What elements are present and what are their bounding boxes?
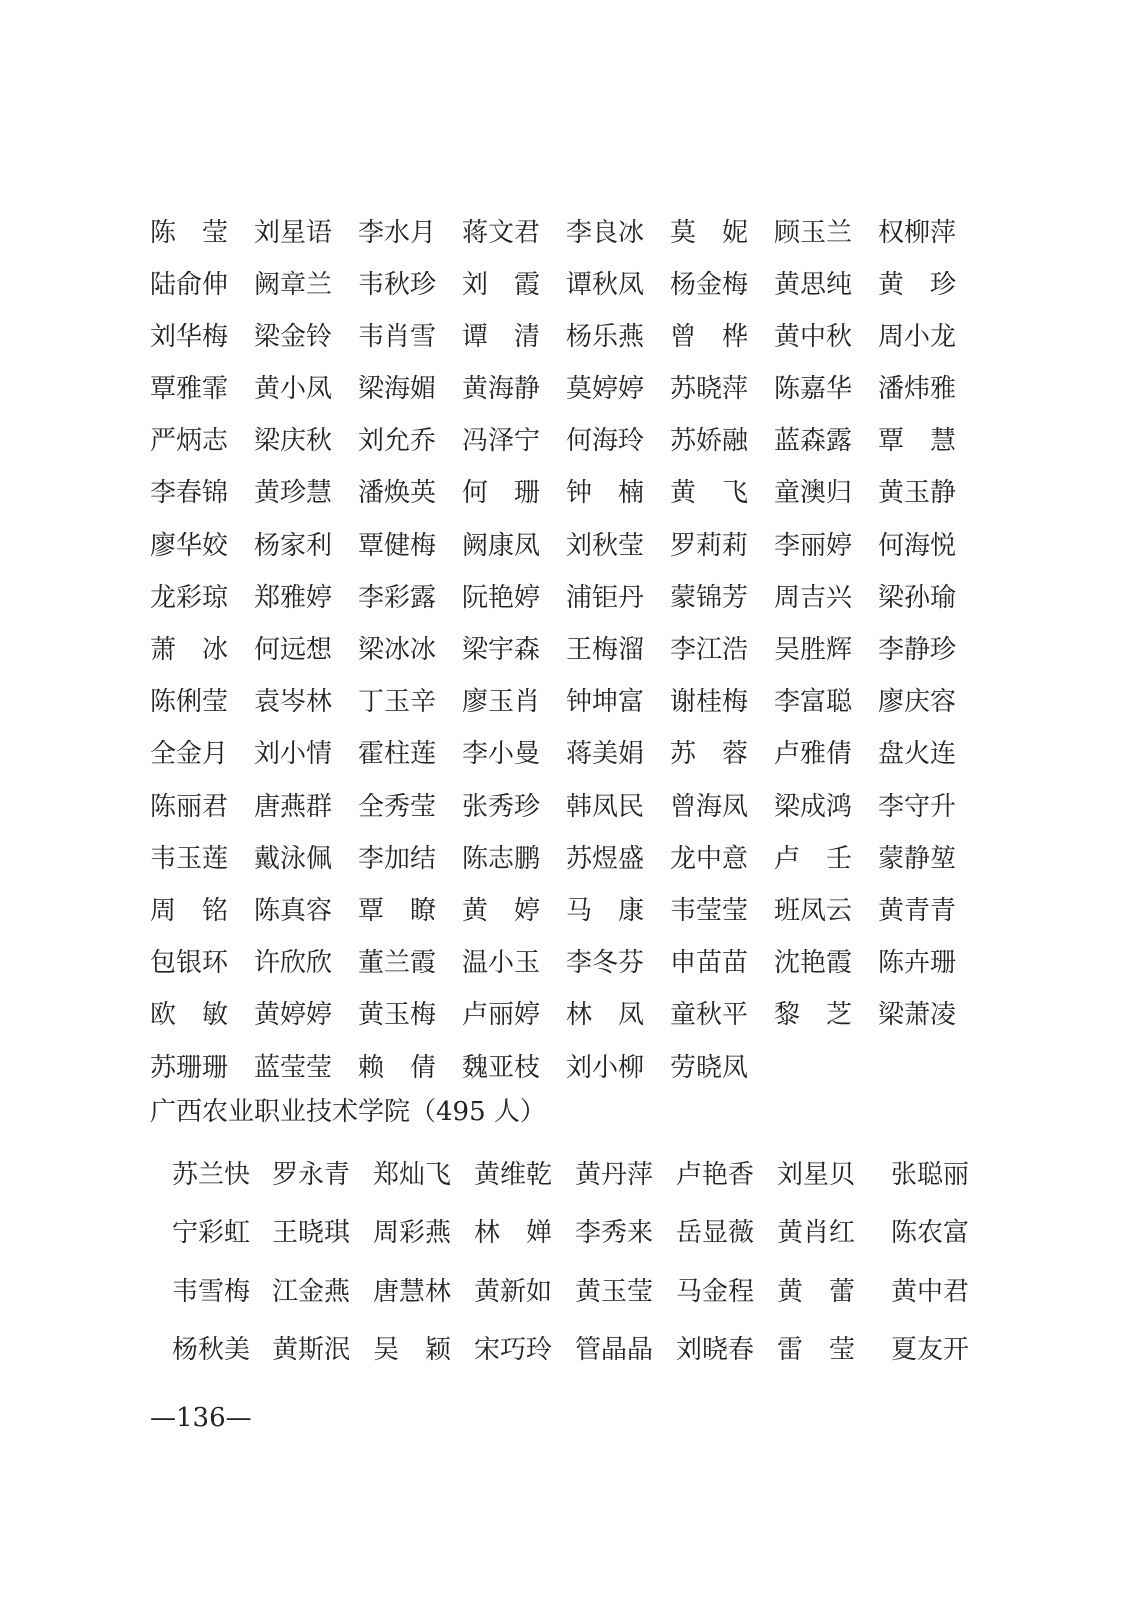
name-entry: 蒋美娟 (566, 739, 645, 770)
name-entry: 梁孙瑜 (878, 582, 957, 613)
name-entry: 黄斯泯 (272, 1335, 351, 1365)
name-entry: 岳显薇 (676, 1218, 755, 1248)
name-entry: 江金燕 (272, 1276, 351, 1307)
name-entry: 黄 飞 (670, 478, 748, 509)
name-entry: 许欣欣 (254, 948, 333, 979)
name-entry: 黄新如 (474, 1276, 553, 1307)
name-entry: 严炳志 (150, 426, 229, 457)
name-entry: 黄 婷 (462, 895, 540, 926)
name-entry: 李水月 (358, 217, 437, 248)
name-entry: 韦肖雪 (358, 321, 437, 352)
name-entry: 李彩露 (358, 582, 437, 613)
name-entry: 马 康 (566, 895, 644, 926)
section-heading: 广西农业职业技术学院（495 人） (150, 1097, 546, 1127)
name-entry: 丁玉辛 (358, 687, 437, 718)
name-entry: 陆俞伸 (150, 269, 229, 300)
name-entry: 杨乐燕 (566, 321, 645, 352)
name-entry: 冯泽宁 (462, 426, 541, 457)
name-entry: 袁岑林 (254, 687, 333, 718)
name-entry: 刘允乔 (358, 426, 437, 457)
name-entry: 赖 倩 (358, 1052, 436, 1083)
name-entry: 黄玉梅 (358, 1000, 437, 1031)
name-entry: 林 婵 (474, 1218, 552, 1248)
name-entry: 李小曼 (462, 739, 541, 770)
name-entry: 刘星语 (254, 217, 333, 248)
name-entry: 张秀珍 (462, 791, 541, 822)
name-entry: 王晓琪 (272, 1218, 351, 1248)
name-entry: 李江浩 (670, 635, 749, 665)
name-entry: 权柳萍 (878, 217, 957, 248)
name-roster-guangxi-agricultural (172, 1143, 971, 1377)
name-entry: 周小龙 (878, 321, 957, 352)
name-entry: 韩凤民 (566, 791, 645, 822)
name-entry: 廖华姣 (150, 530, 229, 561)
name-entry: 卢 壬 (774, 843, 852, 874)
name-entry: 谭秋凤 (566, 269, 645, 300)
name-entry: 黄中秋 (774, 321, 853, 352)
name-entry: 何海玲 (566, 426, 645, 457)
name-entry: 申苗苗 (670, 948, 749, 979)
name-entry: 蓝莹莹 (254, 1052, 333, 1083)
name-entry: 宁彩虹 (172, 1218, 251, 1248)
name-entry: 吴胜辉 (774, 635, 853, 665)
name-entry: 黄婷婷 (254, 1000, 333, 1031)
name-entry: 刘小柳 (566, 1052, 645, 1083)
name-entry: 钟 楠 (566, 478, 644, 509)
name-entry: 唐慧林 (373, 1276, 452, 1307)
name-entry: 唐燕群 (254, 791, 333, 822)
name-entry: 梁成鸿 (774, 791, 853, 822)
name-entry: 何 珊 (462, 478, 540, 509)
name-entry: 龙彩琼 (150, 582, 229, 613)
name-entry: 黄海静 (462, 374, 541, 405)
name-entry: 童澳归 (774, 478, 853, 509)
name-entry: 董兰霞 (358, 948, 437, 979)
name-entry: 杨家利 (254, 530, 333, 561)
name-entry: 刘星贝 (777, 1159, 856, 1190)
name-entry: 覃雅霏 (150, 374, 229, 405)
name-entry: 莫婷婷 (566, 374, 645, 405)
name-entry: 魏亚枝 (462, 1052, 541, 1083)
name-entry: 刘晓春 (676, 1335, 755, 1365)
name-entry: 曾海凤 (670, 791, 749, 822)
name-entry: 劳晓凤 (670, 1052, 749, 1083)
name-entry: 莫 妮 (670, 217, 748, 248)
name-entry: 温小玉 (462, 948, 541, 979)
page-number: —136— (150, 1403, 252, 1433)
name-entry: 苏娇融 (670, 426, 749, 457)
name-entry: 萧 冰 (150, 635, 228, 665)
name-entry: 李富聪 (774, 687, 853, 718)
name-entry: 卢艳香 (676, 1159, 755, 1190)
name-entry: 陈 莹 (150, 217, 228, 248)
name-entry: 梁金铃 (254, 321, 333, 352)
name-entry: 黎 芝 (774, 1000, 852, 1031)
name-entry: 刘 霞 (462, 269, 540, 300)
name-entry: 黄 珍 (878, 269, 956, 300)
name-entry: 卢丽婷 (462, 1000, 541, 1031)
name-entry: 苏 蓉 (670, 739, 748, 770)
name-entry: 黄青青 (878, 895, 957, 926)
name-entry: 黄 蕾 (777, 1276, 855, 1307)
name-entry: 包银环 (150, 948, 229, 979)
name-entry: 韦莹莹 (670, 895, 749, 926)
name-entry: 李丽婷 (774, 530, 853, 561)
name-entry: 陈志鹏 (462, 843, 541, 874)
name-entry: 罗永青 (272, 1159, 351, 1190)
name-entry: 覃健梅 (358, 530, 437, 561)
name-entry: 陈卉珊 (878, 948, 957, 979)
name-entry: 黄维乾 (474, 1159, 553, 1190)
name-entry: 李守升 (878, 791, 957, 822)
name-entry: 欧 敏 (150, 1000, 228, 1031)
name-entry: 陈丽君 (150, 791, 229, 822)
name-entry: 李冬芬 (566, 948, 645, 979)
name-entry: 李静珍 (878, 635, 957, 665)
name-entry: 雷 莹 (777, 1335, 855, 1365)
name-entry: 浦钜丹 (566, 582, 645, 613)
name-entry: 李加结 (358, 843, 437, 874)
name-entry: 马金程 (676, 1276, 755, 1307)
name-entry: 黄中君 (891, 1276, 970, 1307)
name-entry: 阙康凤 (462, 530, 541, 561)
name-entry: 黄肖红 (777, 1218, 856, 1248)
name-entry: 韦雪梅 (172, 1276, 251, 1307)
name-entry: 郑雅婷 (254, 582, 333, 613)
name-entry: 张聪丽 (891, 1159, 970, 1190)
name-entry: 钟坤富 (566, 687, 645, 718)
name-entry: 蒙静堃 (878, 843, 957, 874)
name-entry: 蒋文君 (462, 217, 541, 248)
name-entry: 黄丹萍 (575, 1159, 654, 1190)
name-entry: 黄思纯 (774, 269, 853, 300)
name-entry: 阙章兰 (254, 269, 333, 300)
name-entry: 谭 清 (462, 321, 540, 352)
name-entry: 何海悦 (878, 530, 957, 561)
name-entry: 宋巧玲 (474, 1335, 553, 1365)
name-entry: 王梅溜 (566, 635, 645, 665)
name-entry: 夏友开 (891, 1335, 970, 1365)
name-roster-continued (150, 204, 982, 1091)
name-entry: 潘焕英 (358, 478, 437, 509)
name-entry: 廖玉肖 (462, 687, 541, 718)
name-entry: 杨金梅 (670, 269, 749, 300)
name-entry: 梁庆秋 (254, 426, 333, 457)
name-entry: 周 铭 (150, 895, 228, 926)
name-entry: 李良冰 (566, 217, 645, 248)
name-entry: 苏晓萍 (670, 374, 749, 405)
name-entry: 全金月 (150, 739, 229, 770)
name-entry: 黄玉静 (878, 478, 957, 509)
name-entry: 谢桂梅 (670, 687, 749, 718)
name-entry: 梁海媚 (358, 374, 437, 405)
name-entry: 全秀莹 (358, 791, 437, 822)
name-entry: 蓝森露 (774, 426, 853, 457)
name-entry: 李秀来 (575, 1218, 654, 1248)
name-entry: 龙中意 (670, 843, 749, 874)
name-entry: 霍柱莲 (358, 739, 437, 770)
name-entry: 罗莉莉 (670, 530, 749, 561)
name-entry: 潘炜雅 (878, 374, 957, 405)
name-entry: 戴泳佩 (254, 843, 333, 874)
name-entry: 周吉兴 (774, 582, 853, 613)
name-entry: 林 凤 (566, 1000, 644, 1031)
name-entry: 韦秋珍 (358, 269, 437, 300)
name-entry: 阮艳婷 (462, 582, 541, 613)
name-entry: 童秋平 (670, 1000, 749, 1031)
name-entry: 刘小情 (254, 739, 333, 770)
name-entry: 曾 桦 (670, 321, 748, 352)
name-entry: 梁宇森 (462, 635, 541, 665)
name-entry: 杨秋美 (172, 1335, 251, 1365)
name-entry: 覃 瞭 (358, 895, 436, 926)
name-entry: 韦玉莲 (150, 843, 229, 874)
name-entry: 苏兰快 (172, 1159, 251, 1190)
name-entry: 苏煜盛 (566, 843, 645, 874)
name-entry: 梁冰冰 (358, 635, 437, 665)
name-entry: 覃 慧 (878, 426, 956, 457)
name-entry: 郑灿飞 (373, 1159, 452, 1190)
name-entry: 吴 颖 (373, 1335, 451, 1365)
name-entry: 管晶晶 (575, 1335, 654, 1365)
name-entry: 苏珊珊 (150, 1052, 229, 1083)
name-entry: 廖庆容 (878, 687, 957, 718)
name-entry: 沈艳霞 (774, 948, 853, 979)
name-entry: 班凤云 (774, 895, 853, 926)
name-entry: 陈俐莹 (150, 687, 229, 718)
name-entry: 刘秋莹 (566, 530, 645, 561)
name-entry: 周彩燕 (373, 1218, 452, 1248)
name-entry: 何远想 (254, 635, 333, 665)
name-entry: 李春锦 (150, 478, 229, 509)
name-entry: 盘火连 (878, 739, 957, 770)
name-entry: 顾玉兰 (774, 217, 853, 248)
name-entry: 陈嘉华 (774, 374, 853, 405)
name-entry: 黄小凤 (254, 374, 333, 405)
name-entry: 陈农富 (891, 1218, 970, 1248)
name-entry: 卢雅倩 (774, 739, 853, 770)
name-entry: 蒙锦芳 (670, 582, 749, 613)
name-entry: 刘华梅 (150, 321, 229, 352)
name-entry: 梁萧凌 (878, 1000, 957, 1031)
name-entry: 黄珍慧 (254, 478, 333, 509)
name-entry: 陈真容 (254, 895, 333, 926)
name-entry: 黄玉莹 (575, 1276, 654, 1307)
